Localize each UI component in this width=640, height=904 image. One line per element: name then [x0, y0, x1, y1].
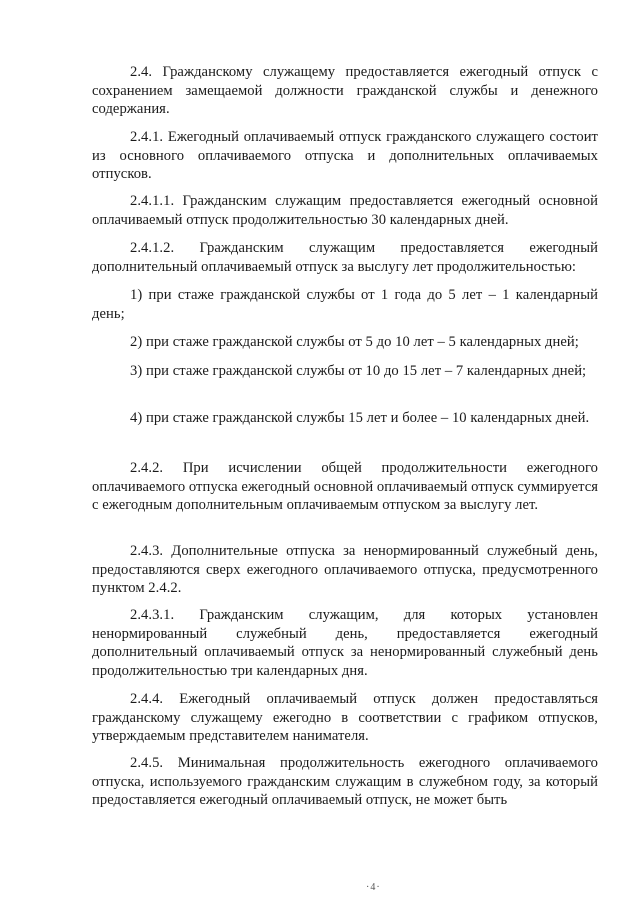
paragraph-2-4-1: 2.4.1. Ежегодный оплачиваемый отпуск гражданского служащего состоит из основного оплачиваемого отпуска и дополнительных оплачиваемых отпусков. — [92, 129, 598, 183]
paragraph-2-4-2: 2.4.2. При исчислении общей продолжительности ежегодного оплачиваемого отпуска ежегодный основной оплачиваемый отпуск суммируется с ежегодным дополнительным оплачиваемым отпуском за выслугу лет. — [92, 460, 598, 514]
list-item-1: 1) при стаже гражданской службы от 1 года до 5 лет – 1 календарный день; — [92, 287, 598, 322]
list-item-2: 2) при стаже гражданской службы от 5 до 10 лет – 5 календарных дней; — [130, 334, 579, 350]
page-footer-mark: ·4· — [366, 882, 381, 893]
list-item-4: 4) при стаже гражданской службы 15 лет и более – 10 календарных дней. — [130, 410, 590, 426]
paragraph-2-4-3-1: 2.4.3.1. Гражданским служащим, для которых установлен ненормированный служебный день, предоставляется ежегодный дополнительный оплачиваемый отпуск за ненормированный служебный день продолжительностью три календарных дня. — [92, 607, 598, 679]
paragraph-2-4-5: 2.4.5. Минимальная продолжительность ежегодного оплачиваемого отпуска, используемого гражданским служащим в служебном году, за который предоставляется ежегодный оплачиваемый отпуск, не может быть — [92, 755, 598, 809]
paragraph-2-4-1-2: 2.4.1.2. Гражданским служащим предоставляется ежегодный дополнительный оплачиваемый отпуск за выслугу лет продолжительностью: — [92, 240, 598, 275]
paragraph-2-4: 2.4. Гражданскому служащему предоставляется ежегодный отпуск с сохранением замещаемой должности гражданской службы и денежного содержания. — [92, 64, 598, 118]
paragraph-2-4-3: 2.4.3. Дополнительные отпуска за ненормированный служебный день, предоставляются сверх ежегодного оплачиваемого отпуска, предусмотренного пунктом 2.4.2. — [92, 543, 598, 597]
paragraph-2-4-1-1: 2.4.1.1. Гражданским служащим предоставляется ежегодный основной оплачиваемый отпуск продолжительностью 30 календарных дней. — [92, 193, 598, 228]
paragraph-2-4-4: 2.4.4. Ежегодный оплачиваемый отпуск должен предоставляться гражданскому служащему ежегодно в соответствии с графиком отпусков, утверждаемым представителем нанимателя. — [92, 691, 598, 745]
list-item-3: 3) при стаже гражданской службы от 10 до 15 лет – 7 календарных дней; — [130, 363, 587, 379]
